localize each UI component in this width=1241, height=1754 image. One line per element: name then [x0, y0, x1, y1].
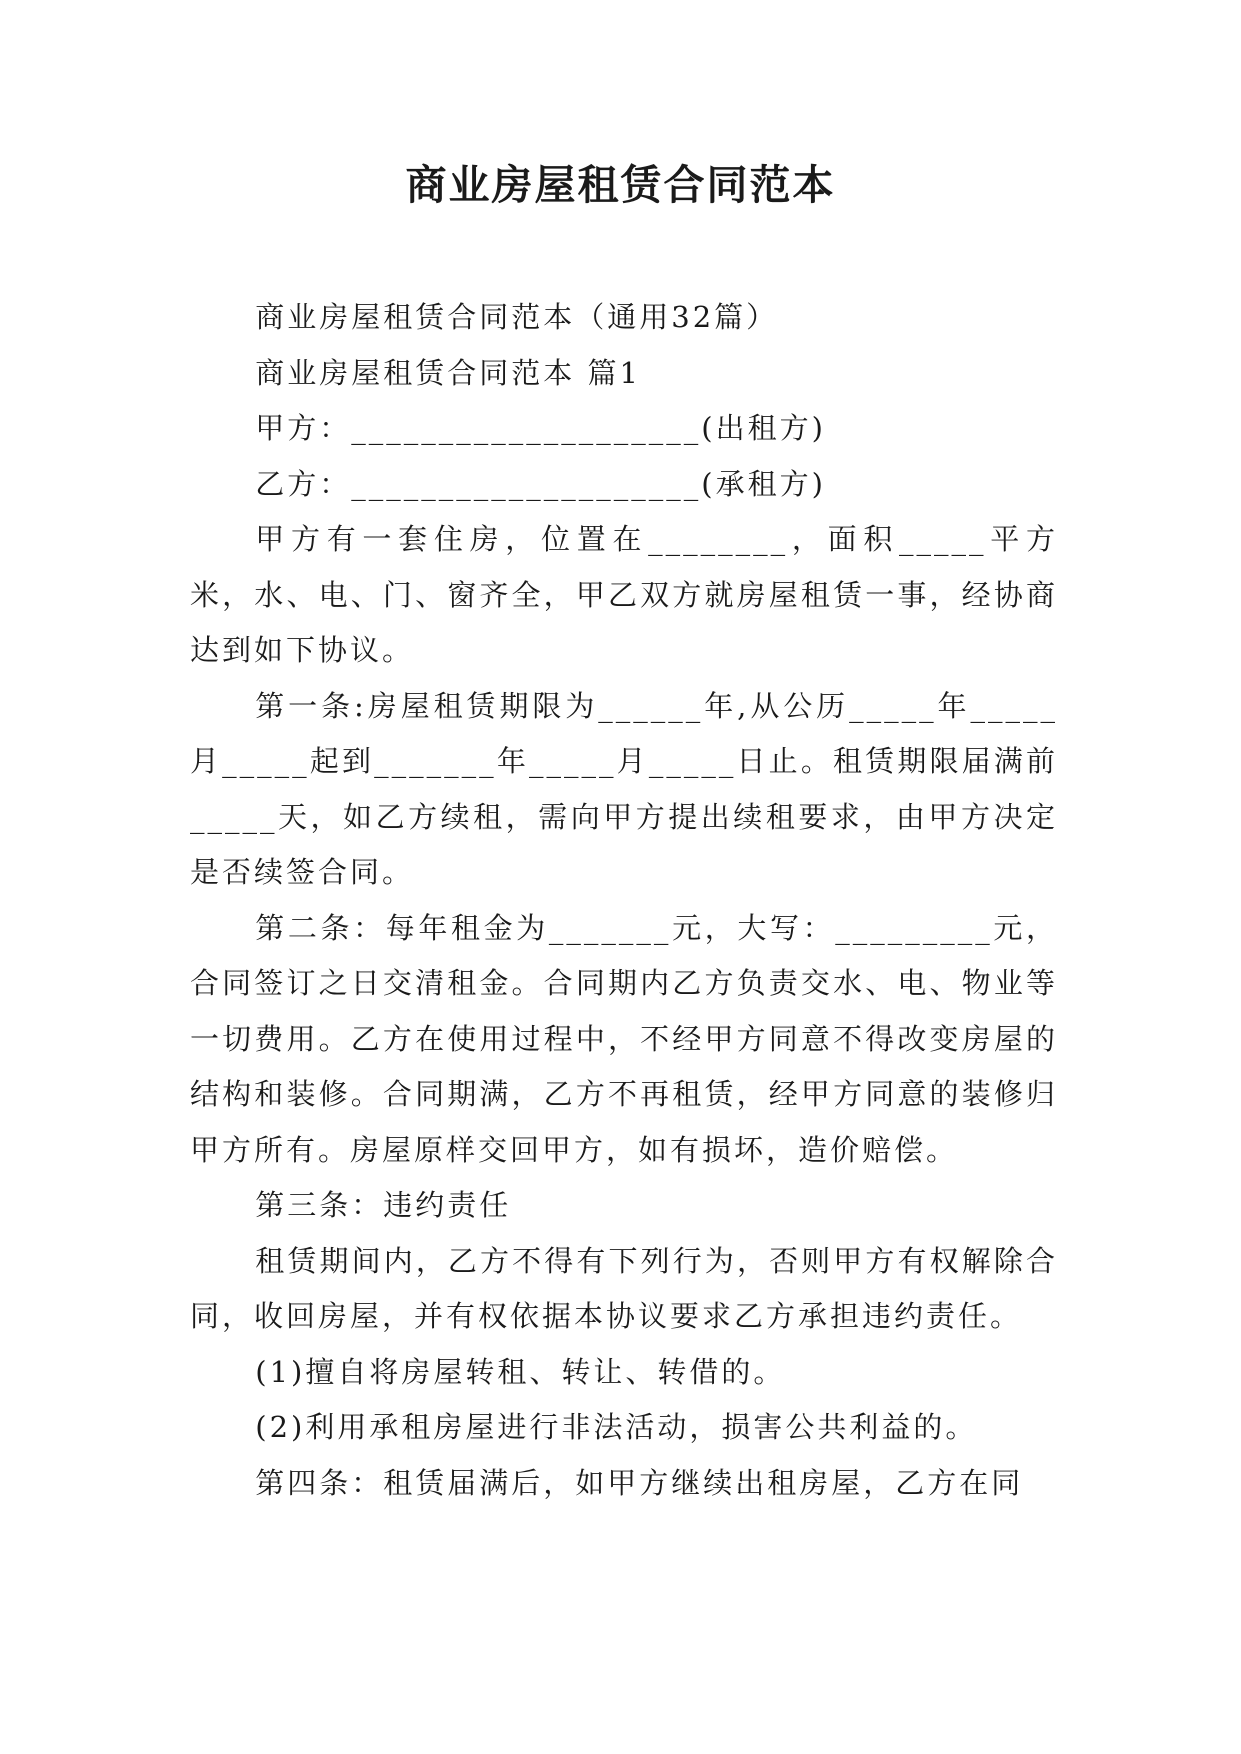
clause-2-item: (2)利用承租房屋进行非法活动，损害公共利益的。	[255, 1410, 978, 1444]
article-2-paragraph: 第二条：每年租金为_______元，大写：_________元，合同签订之日交清租金。合同期内乙方负责交水、电、物业等一切费用。乙方在使用过程中，不经甲方同意不得改变房屋的结构和装修。合同期满，乙方不再租赁，经甲方同意的装修归甲方所有。房屋原样交回甲方，如有损坏，造价赔偿。	[190, 910, 1058, 1167]
article-1-paragraph: 第一条:房屋租赁期限为______年,从公历_____年_____月_____起到_______年_____月_____日止。租赁期限届满前_____天，如乙方续租，需向甲方提出续租要求，由甲方决定是否续签合同。	[190, 688, 1058, 889]
article-4-paragraph: 第四条：租赁届满后，如甲方继续出租房屋，乙方在同	[255, 1465, 1024, 1500]
article-3-heading: 第三条：违约责任	[255, 1188, 512, 1222]
section-heading: 商业房屋租赁合同范本 篇1	[255, 355, 641, 390]
article-3-paragraph: 租赁期间内，乙方不得有下列行为，否则甲方有权解除合同，收回房屋，并有权依据本协议要求乙方承担违约责任。	[190, 1243, 1058, 1333]
document-body	[190, 290, 1058, 1511]
intro-paragraph: 甲方有一套住房，位置在________，面积_____平方米，水、电、门、窗齐全，甲乙双方就房屋租赁一事，经协商达到如下协议。	[190, 522, 1058, 667]
document-title: 商业房屋租赁合同范本	[405, 161, 836, 209]
subtitle-paragraph: 商业房屋租赁合同范本（通用32篇）	[255, 300, 779, 334]
party-b-line: 乙方：____________________(承租方)	[255, 466, 826, 501]
clause-1-item: (1)擅自将房屋转租、转让、转借的。	[255, 1354, 786, 1389]
party-a-line: 甲方：____________________(出租方)	[255, 411, 826, 445]
